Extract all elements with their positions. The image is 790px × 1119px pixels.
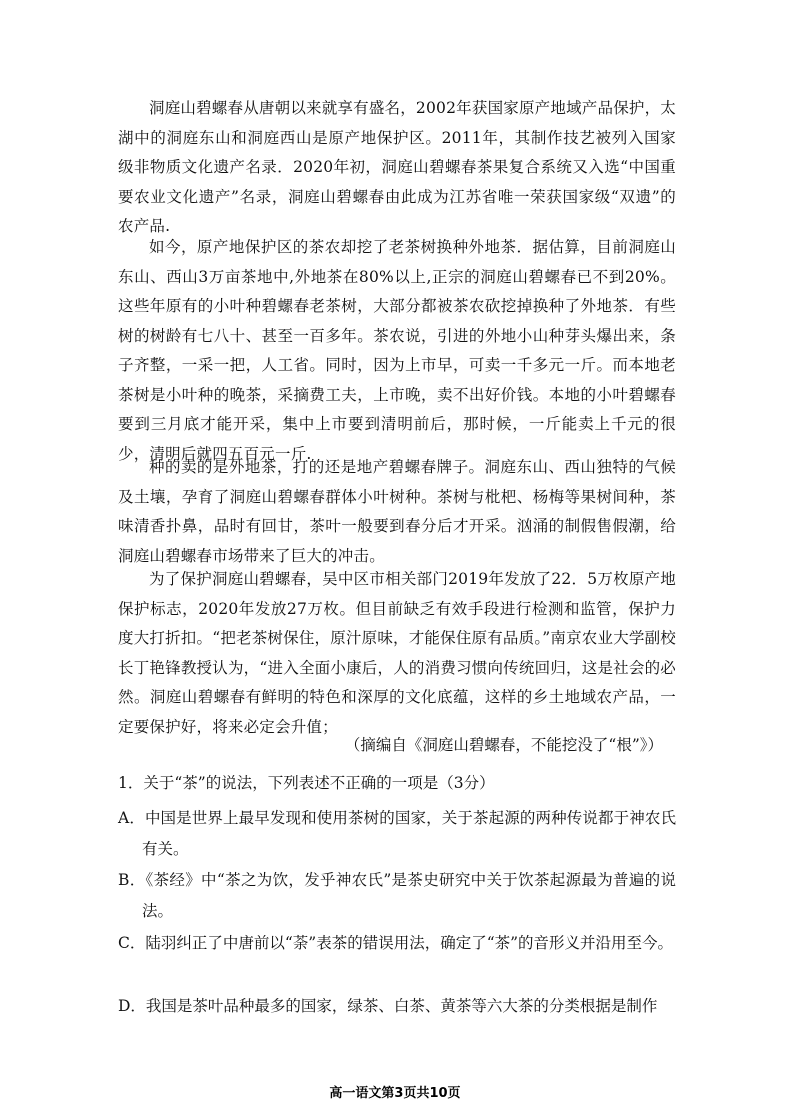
option-c-text: C．陆羽纠正了中唐前以“荼”表茶的错误用法，确定了“茶”的音形义并沿用至今。 <box>118 934 674 952</box>
article-paragraph-2: 如今，原产地保护区的茶农却挖了老茶树换种外地茶．据估算，目前洞庭山东山、西山3万亩茶地中,外地茶在80%以上,正宗的洞庭山碧螺春已不到20%。这些年原有的小叶种碧螺春老茶树，大部分都被茶农砍挖掉换种了外地茶．有些树的树龄有七八十、甚至一百多年。茶农说，引进的外地小山种芽头爆出来，条子齐整，一采一把，人工省。同时，因为上市早，可卖一千多元一斤。而本地老茶树是小叶种的晚茶，采摘费工夫，上市晚，卖不出好价钱。本地的小叶碧螺春要到三月底才能开采，集中上市要到清明前后，那时候，一斤能卖上千元的很少，清明后就四五百元一斤. <box>118 238 676 463</box>
option-a <box>118 803 676 865</box>
option-b-text: B．《茶经》中“茶之为饮，发乎神农氏”是茶史研究中关于饮茶起源最为普遍的说法。 <box>118 871 676 920</box>
option-b <box>118 865 676 927</box>
article-paragraph-4: 为了保护洞庭山碧螺春，吴中区市相关部门2019年发放了22．5万枚原产地保护标志，2020年发放27万枚。但目前缺乏有效手段进行检测和监管，保护力度大打折扣。“把老茶树保住，原汁原味，才能保住原有品质。”南京农业大学副校长丁艳锋教授认为，“进入全面小康后，人的消费习惯向传统回归，这是社会的必然。洞庭山碧螺春有鲜明的特色和深厚的文化底蕴，这样的乡土地域农产品，一定要保护好，将来必定会升值； <box>118 570 677 736</box>
question-stem: 1．关于“茶”的说法，下列表述不正确的一项是（3分） <box>118 774 495 792</box>
option-d-text: D．我国是茶叶品种最多的国家，绿茶、白茶、黄茶等六大茶的分类根据是制作 <box>118 997 658 1015</box>
article-paragraph-3: 种的卖的是外地茶，打的还是地产碧螺春牌子。洞庭东山、西山独特的气候及土壤，孕育了洞庭山碧螺春群体小叶树种。茶树与枇杷、杨梅等果树间种，茶味清香扑鼻，品时有回甘，茶叶一般要到春分后才开采。汹涌的制假售假潮，给洞庭山碧螺春市场带来了巨大的冲击。 <box>118 458 676 565</box>
option-c <box>118 928 676 959</box>
article-paragraph-1: 洞庭山碧螺春从唐朝以来就享有盛名，2002年获国家原产地域产品保护，太湖中的洞庭东山和洞庭西山是原产地保护区。2011年，其制作技艺被列入国家级非物质文化遗产名录．2020年初，洞庭山碧螺春茶果复合系统又入选“中国重要农业文化遗产”名录，洞庭山碧螺春由此成为江苏省唯一荣获国家级“双遗”的农产品. <box>118 99 676 235</box>
article-source: （摘编自《洞庭山碧螺春，不能挖没了“根”》） <box>344 736 663 754</box>
option-d <box>118 991 676 1022</box>
option-a-text: A．中国是世界上最早发现和使用茶树的国家，关于茶起源的两种传说都于神农氏有关。 <box>118 809 676 858</box>
page-footer: 高一语文第3页共10页 <box>329 1086 461 1101</box>
